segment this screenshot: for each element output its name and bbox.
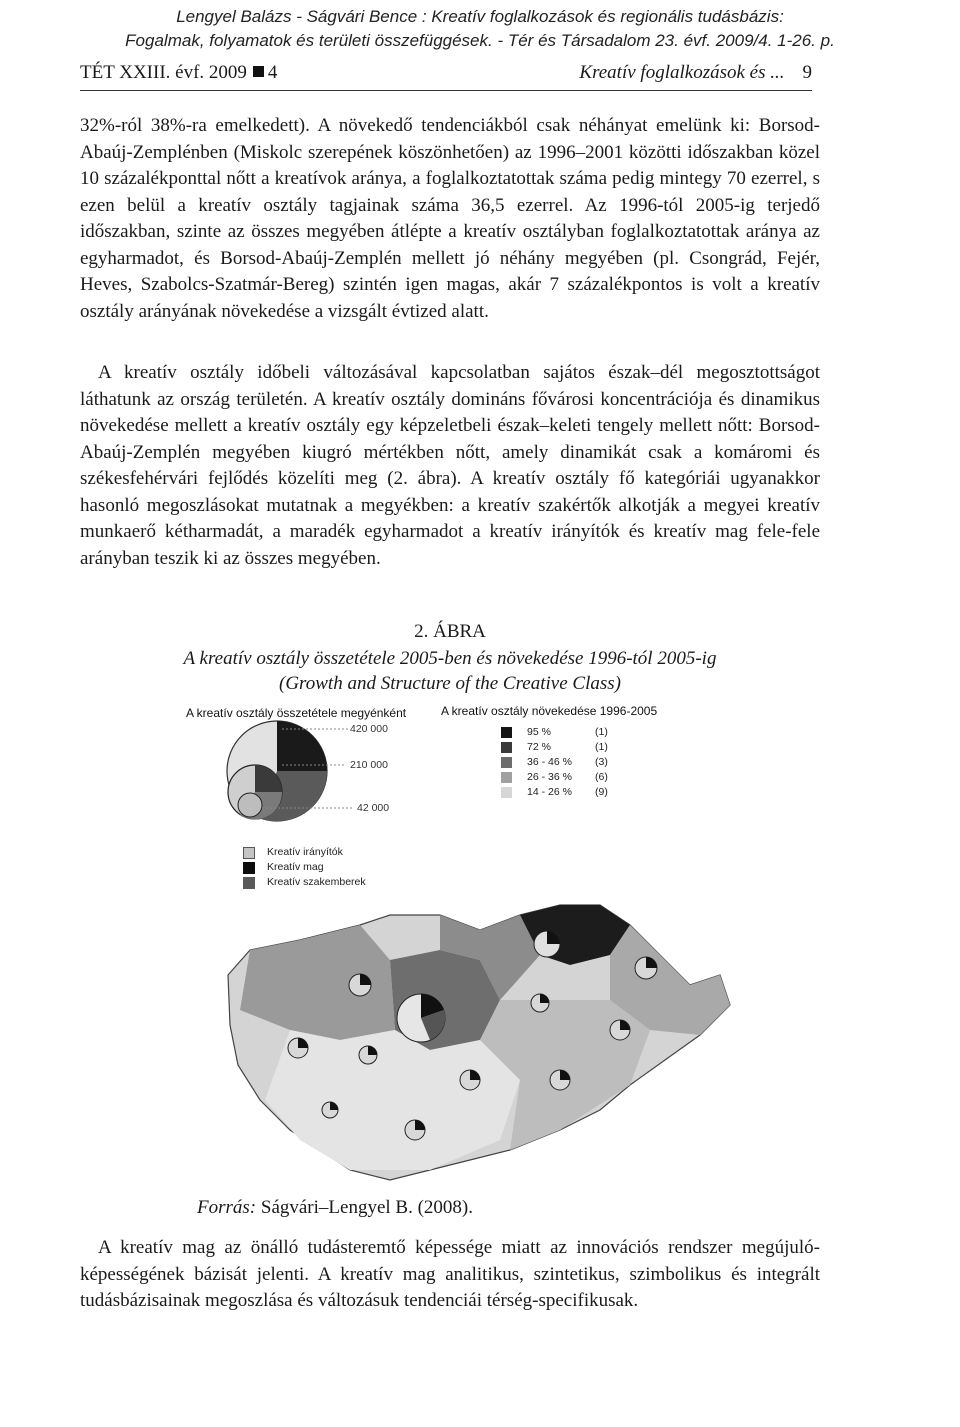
county-pie <box>349 974 371 996</box>
map-region-north-east <box>520 905 630 965</box>
legend-swatch <box>243 877 255 889</box>
county-pie <box>531 994 549 1012</box>
size-label-medium: 210 000 <box>350 759 388 771</box>
running-head-journal: TÉT XXIII. évf. 2009 4 <box>80 62 278 83</box>
county-pie <box>405 1120 425 1140</box>
size-circle-small <box>238 793 262 817</box>
size-circle-medium-slice <box>240 792 282 820</box>
county-pie <box>359 1046 377 1064</box>
county-pie <box>534 931 560 957</box>
legend-swatch <box>243 847 255 859</box>
size-circle-large <box>227 721 327 821</box>
paragraph-3: A kreatív mag az önálló tudásteremtő képessége miatt az innovációs rendszer megújuló-képességének bázisát jelenti. A kreatív mag analitikus, szintetikus, szimbolikus és integrált tudásbázisainak megoszlása és változásuk tendenciái térség-specifikusak. <box>80 1237 820 1311</box>
map-region-central <box>390 950 500 1050</box>
citation-line-2: Fogalmak, folyamatok és területi összefüggések. - Tér és Társadalom 23. évf. 2009/4. 1-26. p. <box>125 31 835 50</box>
size-label-small: 42 000 <box>357 802 390 814</box>
legend-swatch <box>501 742 512 753</box>
map-region-north <box>440 915 540 1000</box>
citation-line-1: Lengyel Balázs - Ságvári Bence : Kreatív foglalkozások és regionális tudásbázis: <box>176 7 784 26</box>
county-pie <box>397 994 445 1042</box>
county-pie <box>610 1020 630 1040</box>
map-region-south-east <box>480 1000 650 1150</box>
county-pie <box>550 1070 570 1090</box>
paragraph-1: 32%-ról 38%-ra emelkedett). A növekedő tendenciákból csak néhányat emelünk ki: Borsod-Abaúj-Zemplénben (Miskolc szerepének köszönhetően) az 1996–2001 közötti időszakban közel 10 százalékponttal nőtt a kreatívok aránya, a foglalkoztatottak száma pedig mintegy 70 ezerrel, s ezen belül a kreatív osztály tagjainak száma 36,5 ezerrel. Az 1996-tól 2005-ig terjedő időszakban, szinte az összes megyében átlépte a kreatív osztályban foglalkoztatottak aránya az egyharmadot, és Borsod-Abaúj-Zemplén mellett jó néhány megyében (pl. Csongrád, Fejér, Heves, Szabolcs-Szatmár-Bereg) szintén igen magas, akár 7 százalékpontos is volt a kreatív osztály arányának növekedése a vizsgált évtized alatt. <box>80 115 820 322</box>
legend-swatch <box>501 727 512 738</box>
size-circle-large-slice <box>277 721 327 771</box>
size-circle-medium-slice <box>255 765 282 792</box>
running-head-section: Kreatív foglalkozások és ... 9 <box>579 62 812 83</box>
map-region-east <box>610 925 730 1035</box>
running-head <box>80 60 812 91</box>
county-pie <box>460 1070 480 1090</box>
size-circle-medium <box>228 765 282 819</box>
county-pie <box>288 1038 308 1058</box>
paragraph-2: A kreatív osztály időbeli változásával kapcsolatban sajátos észak–dél megosztottságot láthatunk az ország területén. A kreatív osztály domináns fővárosi koncentrációja és dinamikus növekedése mellett a kreatív osztály egy képzeletbeli észak–keleti tengely mellett nőtt: Borsod-Abaúj-Zemplén megyében kiugró mértékben nőtt, amely dinamikát csak a komáromi és székesfehérvári fejlődés közelíti meg (2. ábra). A kreatív osztály fő kategóriái ugyanakkor hasonló megoszlásokat mutatnak a megyékben: a kreatív szakértők alkotják a megyei kreatív munkaerő kétharmadát, a maradék egyharmadot a kreatív irányítók és kreatív mag fele-fele arányban teszik ki az összes megyében. <box>80 362 820 569</box>
map-region-west <box>240 925 395 1040</box>
county-pie <box>635 957 657 979</box>
size-key-circles <box>227 721 352 821</box>
page-number: 9 <box>802 62 812 83</box>
square-bullet-icon <box>253 66 264 77</box>
hungary-map <box>228 905 730 1180</box>
chart-left-title: A kreatív osztály összetétele megyénként <box>186 706 407 720</box>
figure-source: Forrás: Ságvári–Lengyel B. (2008). <box>197 1197 473 1218</box>
legend-swatch <box>243 862 255 874</box>
legend-swatch <box>501 787 512 798</box>
size-label-large: 420 000 <box>350 723 388 735</box>
legend-swatch <box>501 757 512 768</box>
figure-title-en: (Growth and Structure of the Creative Class) <box>279 673 621 694</box>
county-pie <box>322 1102 338 1118</box>
legend-swatch <box>501 772 512 783</box>
size-circle-large-slice <box>262 771 327 821</box>
chart-right-title: A kreatív osztály növekedése 1996-2005 <box>441 704 658 718</box>
map-outline <box>228 905 730 1180</box>
figure-title-hu: A kreatív osztály összetétele 2005-ben és növekedése 1996-tól 2005-ig <box>183 648 717 669</box>
map-region-south <box>265 1030 520 1170</box>
figure-number: 2. ÁBRA <box>414 621 486 642</box>
